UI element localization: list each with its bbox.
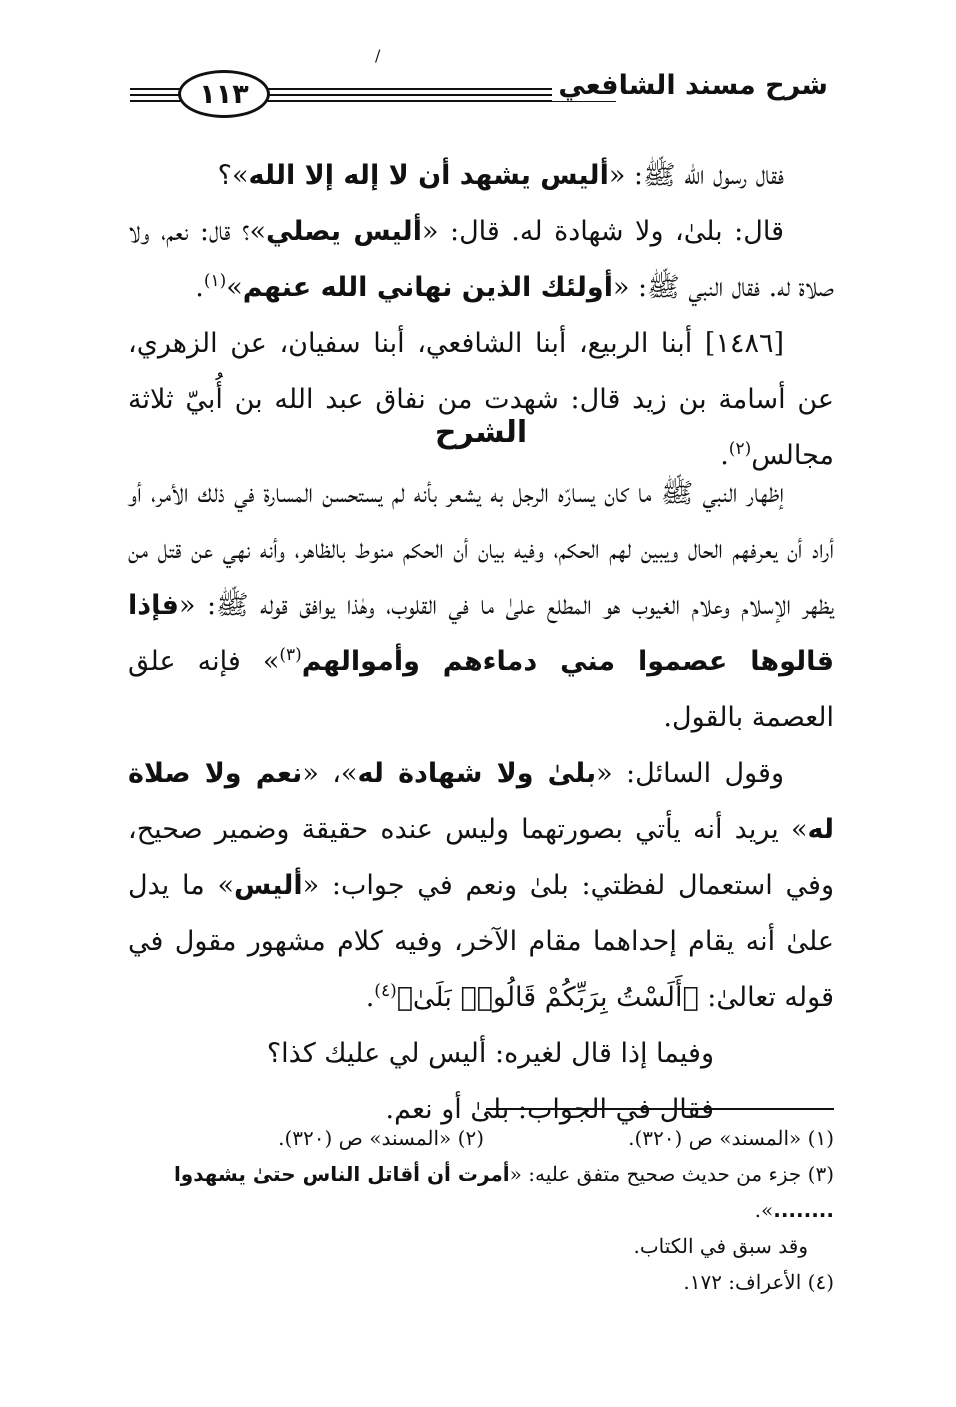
paragraph-3: [١٤٨٦] أبنا الربيع، أبنا الشافعي، أبنا سفيان، عن الزهري، عن أسامة بن زيد قال: شهدت من نفاق عبد الله بن أُبيّ ثلاثة مجالس$^{(٢)}$.: [128, 328, 834, 471]
hadith-number: [١٤٨٦]: [704, 328, 784, 359]
running-head-title: شرح مسند الشافعي: [552, 70, 834, 101]
footnote-row-1-2: [128, 1120, 834, 1156]
footnote-1: (١) «المسند» ص (٣٢٠).: [628, 1126, 834, 1150]
footnotes: [128, 1120, 834, 1300]
footnote-ref-2: (٢): [728, 439, 752, 459]
footnote-2: (٢) «المسند» ص (٣٢٠).: [278, 1126, 484, 1150]
footnote-3: (٣) جزء من حديث صحيح متفق عليه: «أمرت أن أقاتل الناس حتىٰ يشهدوا ........».: [173, 1162, 834, 1222]
paragraph-1: فقال رسول الله ﷺ: «أليس يشهد أن لا إله إلا الله»؟: [217, 160, 784, 191]
footnote-ref-4: (٤): [374, 981, 397, 1001]
paragraph-4: إظهار النبي ﷺ ما كان يسارّه الرجل به يشعر بأنه لم يستحسن المسارة في ذلك الأمر، أو أراد أن يعرفهم الحال ويبين لهم الحكم، وفيه بيان أن الحكم منوط بالظاهر، وأنه نهي عن قتل من يظهر الإسلام وعلام الغيوب هو المطلع علىٰ ما في القلوب، وهٰذا يوافق قوله ﷺ: «فإذا قالوها عصموا مني دماءهم وأموالهم$^{(٣)}$» فإنه علق العصمة بالقول.: [128, 478, 834, 733]
page-mark: /: [375, 46, 381, 65]
page-number: ١١٣: [199, 78, 249, 110]
footnote-ref-3: (٣): [279, 645, 302, 665]
paragraph-7: فقال في الجواب: بلىٰ أو نعم.: [385, 1094, 714, 1125]
paragraph-2: قال: بلىٰ، ولا شهادة له. قال: «أليس يصلي»؟ قال: نعم، ولا صلاة له. فقال النبي ﷺ: «أولئك الذين نهاني الله عنهم»$^{(١)}$.: [128, 216, 834, 303]
footnote-separator: [486, 1108, 834, 1110]
footnote-ref-1: (١): [203, 271, 227, 291]
paragraph-5: وقول السائل: «بلىٰ ولا شهادة له»، «نعم ولا صلاة له» يريد أنه يأتي بصورتهما وليس عنده حقيقة وضمير صحيح، وفي استعمال لفظتي: بلىٰ ونعم في جواب: «أليس» ما يدل علىٰ أنه يقام إحداهما مقام الآخر، وفيه كلام مشهور مقول في قوله تعالىٰ: ﴿أَلَسْتُ بِرَبِّكُمْ قَالُوا۟ بَلَىٰ﴾$^{(٤)}$.: [128, 758, 834, 1013]
paragraph-6: وفيما إذا قال لغيره: أليس لي عليك كذا؟: [266, 1038, 714, 1069]
footnote-4: (٤) الأعراف: ١٧٢.: [683, 1270, 834, 1294]
page-number-badge: [178, 70, 270, 118]
commentary-text: [128, 466, 834, 1138]
footnote-3-cont: وقد سبق في الكتاب.: [633, 1234, 808, 1258]
section-title: الشرح: [434, 415, 528, 450]
